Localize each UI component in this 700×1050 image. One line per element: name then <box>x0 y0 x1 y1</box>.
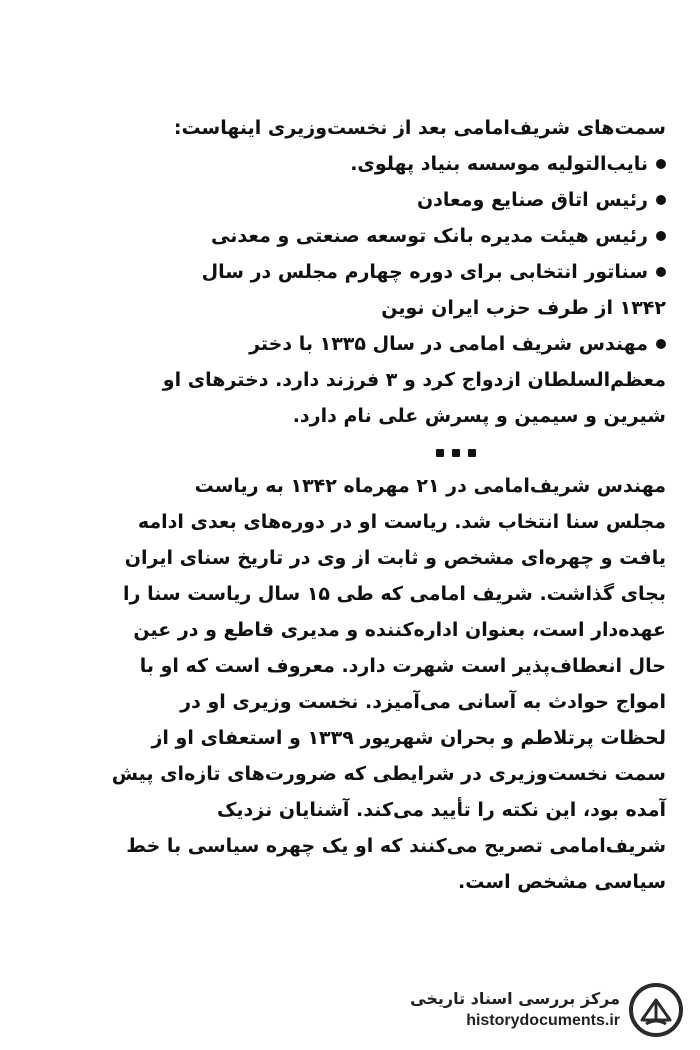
list-item-text: نایب‌التولیه موسسه بنیاد پهلوی. <box>350 153 648 175</box>
paragraph-line: حال انعطاف‌پذیر است شهرت دارد. معروف است که او با <box>139 655 666 677</box>
bullet-icon <box>656 231 666 241</box>
paragraph-line: معظم‌السلطان ازدواج کرد و ۳ فرزند دارد. دخترهای او <box>162 369 666 391</box>
paragraph-line: مهندس شریف‌امامی در ۲۱ مهرماه ۱۳۴۲ به ریاست <box>194 475 666 497</box>
paragraph-line: شیرین و سیمین و پسرش علی نام دارد. <box>292 405 666 427</box>
paragraph-line: بجای گذاشت. شریف امامی که طی ۱۵ سال ریاست سنا را <box>123 583 666 605</box>
site-url[interactable]: historydocuments.ir <box>466 1012 620 1029</box>
paragraph-line: امواج حوادث به آسانی می‌آمیزد. نخست وزیری او در <box>180 691 666 713</box>
paragraph-line: سیاسی مشخص است. <box>458 871 666 893</box>
paragraph-line: سمت نخست‌وزیری در شرایطی که ضرورت‌های تازه‌ای پیش <box>111 763 666 785</box>
paragraph-line: لحظات پرتلاطم و بحران شهریور ۱۳۳۹ و استعفای او از <box>151 727 666 749</box>
bullet-icon <box>656 267 666 277</box>
bullet-icon <box>656 195 666 205</box>
separator-dot-icon <box>468 449 476 457</box>
list-item-continuation: ۱۳۴۲ از طرف حزب ایران نوین <box>381 297 666 319</box>
article-text <box>111 110 666 900</box>
list-item-text: رئیس اتاق صنایع ومعادن <box>416 189 648 211</box>
list-item <box>246 182 666 218</box>
paragraph-line: مهندس شریف امامی در سال ۱۳۳۵ با دختر <box>249 333 648 355</box>
paragraph-line: عهده‌دار است، بعنوان اداره‌کننده و مدیری قاطع و در عین <box>133 619 666 641</box>
family-paragraph-first-line <box>246 326 666 362</box>
watermark-footer <box>404 980 684 1040</box>
book-quill-logo-icon <box>628 982 684 1038</box>
site-name: مرکز بررسی اسناد تاریخی <box>410 989 620 1008</box>
list-item-text: رئیس هیئت مدیره بانک توسعه صنعتی و معدنی <box>211 225 648 247</box>
footer-text <box>410 988 620 1032</box>
list-item <box>246 146 666 182</box>
paragraph-line: مجلس سنا انتخاب شد. ریاست او در دوره‌های بعدی ادامه <box>137 511 666 533</box>
intro-line: سمت‌های شریف‌امامی بعد از نخست‌وزیری اینهاست: <box>173 117 666 139</box>
bullet-icon <box>656 339 666 349</box>
section-separator <box>246 440 666 466</box>
list-item <box>201 254 666 290</box>
separator-dot-icon <box>452 449 460 457</box>
list-item-text: سناتور انتخابی برای دوره چهارم مجلس در سال <box>201 261 648 283</box>
paragraph-line: شریف‌امامی تصریح می‌کنند که او یک چهره سیاسی با خط <box>126 835 666 857</box>
separator-dot-icon <box>436 449 444 457</box>
paragraph-line: آمده بود، این نکته را تأیید می‌کند. آشنایان نزدیک <box>216 799 666 821</box>
paragraph-line: یافت و چهره‌ای مشخص و ثابت از وی در تاریخ سنای ایران <box>124 547 666 569</box>
list-item <box>211 218 666 254</box>
bullet-icon <box>656 159 666 169</box>
